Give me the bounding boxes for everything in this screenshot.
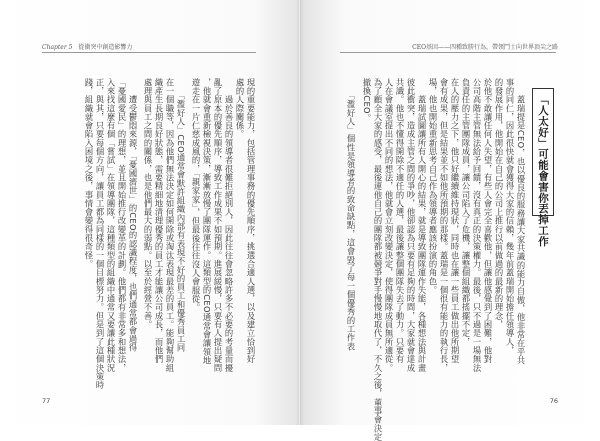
book-gutter [296, 0, 304, 425]
right-text-column: 撤換CEO。 [362, 78, 372, 123]
left-header-rule [42, 52, 256, 53]
left-text-column: 處的人際關係。 [235, 78, 245, 139]
left-text-column: 在一個職等，因為他們無法決定如何開除或淘汰表現最差的員工。能夠幫助組 [165, 78, 175, 373]
chapter-title: 從衝突中創造影響力 [78, 44, 133, 51]
left-text-column: 處理與員工之間的關係，也是他們最大的弱點。以至於經營不善。 [143, 78, 153, 329]
section-heading: 「人太好」可能會害你丟掉工作 [537, 94, 549, 247]
right-text-column: 「濫好人」個性是領導者的致命缺點，這會毀了每一個優秀的工作表 [346, 78, 356, 351]
right-text-column: 會有成果，但是結果並不如他所預期的那樣。蓋瑞是一個很有能力的執行長， [439, 78, 449, 373]
left-text-column: 亂了原本的優先順序，導致工作成果不如預期。進展緩慢，只要有人提出疑問 [213, 78, 223, 373]
right-page-number: 76 [549, 397, 558, 405]
left-text-column: 入來找這麼有個「嘗試」在領導團隊，這種類型的組織中通常又要讓此種狀況 [106, 78, 116, 373]
chapter-label: Chapter 5 [42, 44, 73, 51]
right-text-column: 蓋瑞提是CEO，也以優良的服務讓大家共識的能力自傲，他非常在乎共 [516, 78, 526, 365]
left-text-column: ，他就會重新檢視決策，漸漸放慢了團隊運作。這類型的CEO通常會讓領地 [202, 78, 212, 365]
right-text-column: 負責任的主管團隊成員，讓公司陷入了危機，讓整個組織都搖擺不定， [461, 78, 471, 347]
right-text-column: 事的同仁，因此很快就會獲得大家的信賴，幾年前蓋瑞開始擔任領導人， [505, 78, 515, 355]
right-text-column: 的發展作用，他開始在自己的公司上推行以前做過的最新的理念， [494, 78, 504, 329]
left-running-head [42, 42, 132, 51]
left-text-column: 過於善良的領導者很難拒絕別人，因此往往會忽略許多不必要的考量而擾 [224, 78, 234, 373]
right-text-column: 在人的壓力之下，他只好繼續維持現狀，同時也在讓一些員工做出他所期望 [450, 78, 460, 364]
section-heading-box [532, 88, 554, 247]
left-text-column: 「濫好人」CEO通常會默許組織內部有表現不好的員工和優秀員工同 [176, 78, 186, 352]
right-text-column: 共識。他也不懂得開除不適任的人選，最後讓整個團隊失去了動力。只要有 [395, 78, 405, 364]
right-running-head: CEO基因——四種致勝行為，帶領鬥士向世界頂尖之路 [412, 44, 558, 51]
right-text-column: 場，他也開始重新思考自己作為領導者應該扮演的角色。 [428, 78, 438, 295]
left-text-column: 正，與其，只要每個方向，讓員工都為同樣的一個目標努力。但是到了這個決策時 [95, 78, 105, 390]
left-text-column: 現的重要能力，包括管理事務的優先順序，挑選合適人選，以及建立恰到好 [246, 78, 256, 364]
right-text-column: 公司高階主管無法給予回饋，沒有真正的決策權力。最後，只不過是一場無法 [472, 78, 482, 373]
right-text-column: 為了顧全大家的感受，最後連他自己的團隊都被競爭對手慢慢地取代了，不久之後，董事會決定 [373, 78, 383, 441]
left-text-column: 遊走在一片仁慈成風的，「親家家」，但最後往往沒人會服從。 [191, 78, 201, 312]
right-header-rule [340, 52, 556, 53]
left-text-column: 織產生長期良好狀態，需要精細地清理優秀的員工才能讓公司成長，而他們 [154, 78, 164, 364]
left-text-column: 遭受鬱悶來源，「憂國濟世」的CEO的認識程度，也們通常都會過得 [128, 78, 138, 352]
right-text-column: 於他不敢讓任何人失望，有些人會完全喜歡他，但讓他感覺到了困難，他對 [483, 78, 493, 364]
left-text-column: 踐，組織就會陷入困境之後，事情會變得很奇怪。 [84, 78, 94, 269]
left-page-number: 77 [42, 397, 51, 405]
right-text-column: 蓋瑞試圖讓所有人開心的結果，就是導致團隊運作失能，各種想法與計畫 [417, 78, 427, 373]
left-text-column: 「憂國愛民」的理想，並且開始推行改變革的計劃。他們都有非常多和想法， [117, 78, 127, 373]
right-text-column: 人在會議室提出不同的想法，他就會立刻改變決定，使得團隊成員無所適從。 [384, 78, 394, 373]
right-text-column: 彼此衝突，造成主管之間的爭吵，他卻認為只要有足夠的時間，大家就會達成 [406, 78, 416, 373]
